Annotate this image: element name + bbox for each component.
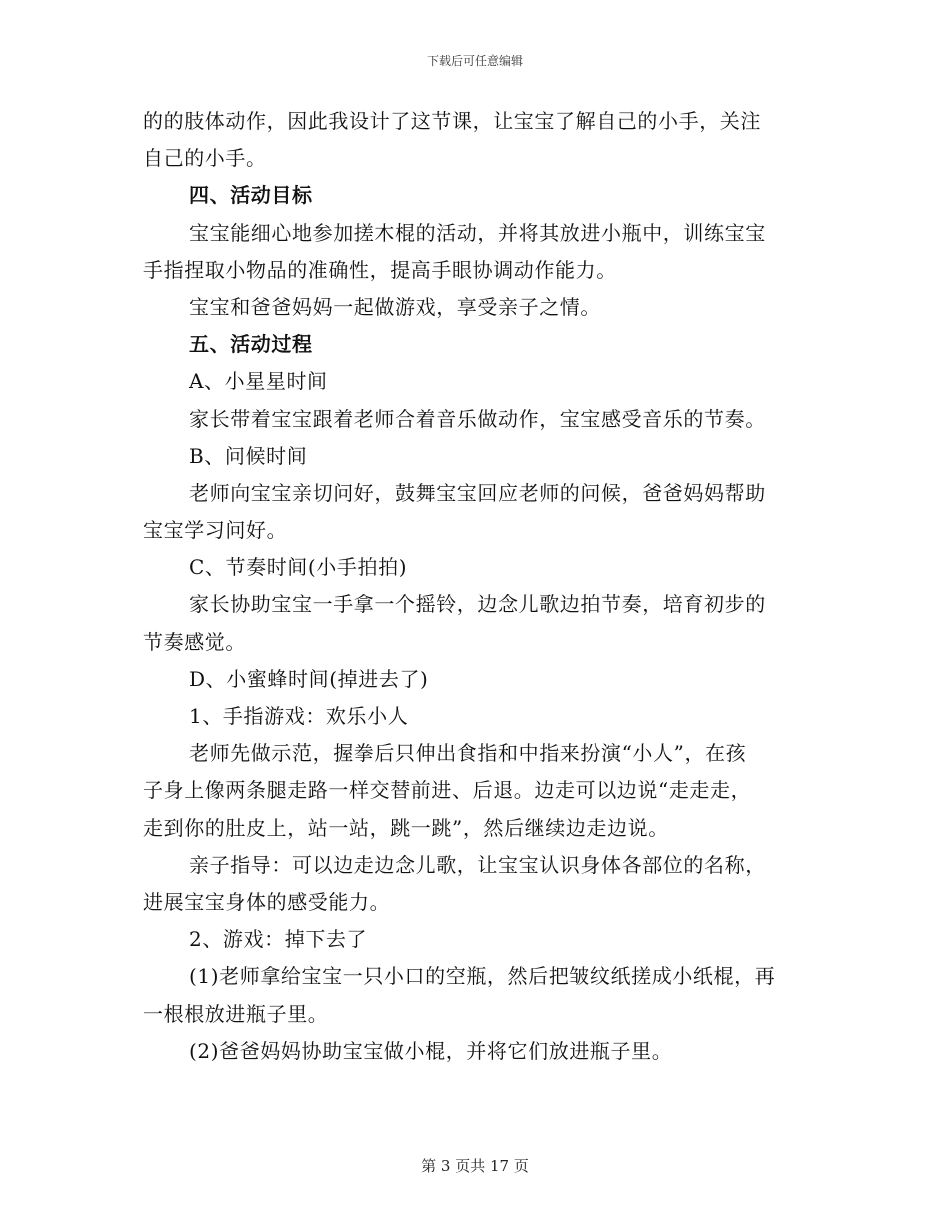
paragraph-line: 亲子指导：可以边走边念儿歌，让宝宝认识身体各部位的名称， [189, 852, 766, 877]
paragraph-line: 宝宝和爸爸妈妈一起做游戏，享受亲子之情。 [189, 294, 601, 319]
paragraph-line: B、问候时间 [189, 443, 308, 468]
paragraph-line: (1)老师拿给宝宝一只小口的空瓶，然后把皱纹纸搓成小纸棍，再 [189, 964, 776, 989]
paragraph-line: D、小蜜蜂时间(掉进去了) [189, 666, 429, 691]
page-number: 第 3 页共 17 页 [421, 1157, 529, 1175]
paragraph-line: 子身上像两条腿走路一样交替前进、后退。边走可以边说“走走走， [143, 778, 752, 803]
paragraph-line: 走到你的肚皮上，站一站，跳一跳”，然后继续边走边说。 [143, 815, 669, 840]
paragraph-line: A、小星星时间 [189, 369, 328, 394]
paragraph-line: 2、游戏：掉下去了 [189, 927, 368, 952]
paragraph-line: 节奏感觉。 [143, 629, 246, 654]
paragraph-line: 家长协助宝宝一手拿一个摇铃，边念儿歌边拍节奏，培育初步的 [189, 592, 766, 617]
paragraph-line: C、节奏时间(小手拍拍) [189, 555, 408, 580]
paragraph-line: 1、手指游戏：欢乐小人 [189, 704, 409, 728]
paragraph-line: 的的肢体动作，因此我设计了这节课，让宝宝了解自己的小手，关注 [143, 109, 761, 133]
paragraph-line: 自己的小手。 [143, 146, 267, 171]
section-heading: 四、活动目标 [189, 183, 313, 208]
paragraph-line: 老师向宝宝亲切问好，鼓舞宝宝回应老师的问候，爸爸妈妈帮助 [189, 480, 766, 505]
document-body [143, 103, 811, 1070]
paragraph-line: 老师先做示范，握拳后只伸出食指和中指来扮演“小人”，在孩 [189, 741, 747, 766]
page-header: 下载后可任意编辑 [426, 54, 523, 68]
paragraph-line: 手指捏取小物品的准确性，提高手眼协调动作能力。 [143, 257, 617, 282]
paragraph-line: 进展宝宝身体的感受能力。 [143, 889, 391, 914]
paragraph-line: (2)爸爸妈妈协助宝宝做小棍，并将它们放进瓶子里。 [189, 1038, 673, 1063]
section-heading: 五、活动过程 [189, 332, 313, 357]
paragraph-line: 宝宝学习问好。 [143, 518, 288, 543]
paragraph-line: 家长带着宝宝跟着老师合着音乐做动作，宝宝感受音乐的节奏。 [189, 406, 766, 431]
paragraph-line: 一根根放进瓶子里。 [143, 1001, 329, 1026]
paragraph-line: 宝宝能细心地参加搓木棍的活动，并将其放进小瓶中，训练宝宝 [189, 220, 766, 245]
